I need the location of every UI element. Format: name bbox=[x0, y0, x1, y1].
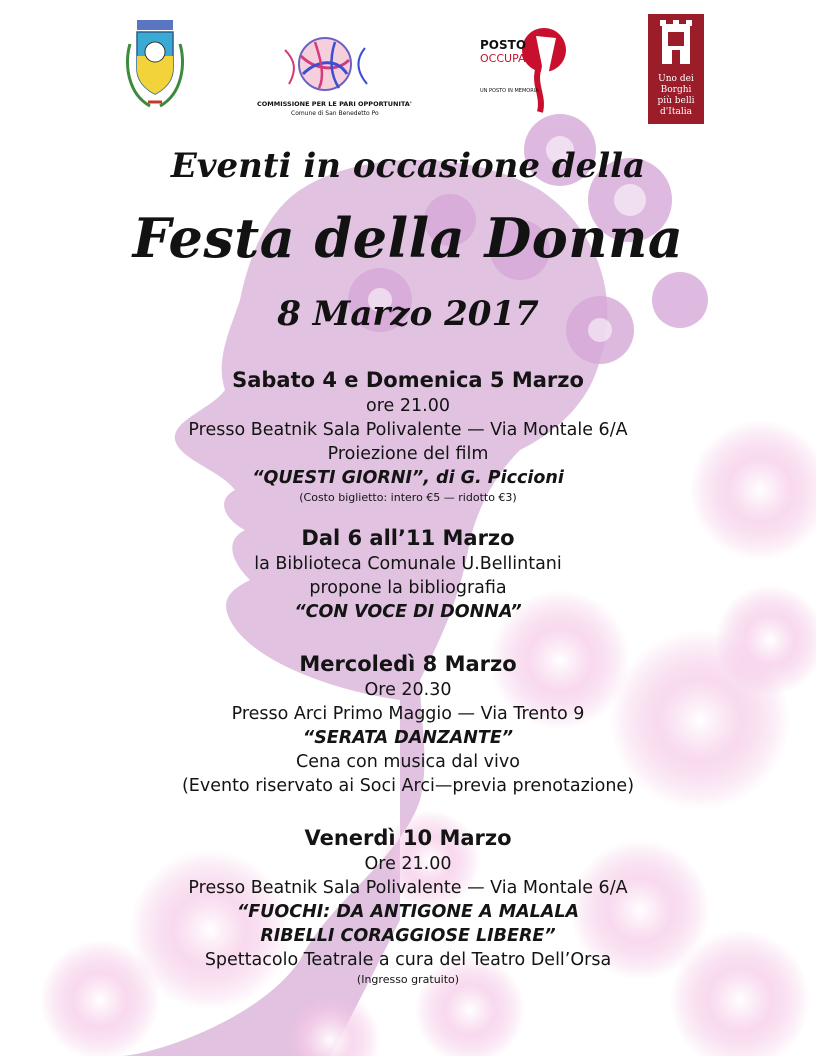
tower-icon bbox=[648, 14, 704, 70]
event-title: Venerdì 10 Marzo bbox=[304, 826, 512, 850]
event-note: (Ingresso gratuito) bbox=[356, 973, 460, 986]
commission-logo bbox=[255, 30, 412, 125]
event-time: Ore 20.30 bbox=[364, 680, 452, 700]
event-4 bbox=[0, 824, 816, 988]
commission-name: COMMISSIONE PER LE PARI OPPORTUNITA' bbox=[257, 100, 412, 108]
event-highlight: RIBELLI CORAGGIOSE LIBERE” bbox=[260, 926, 556, 946]
borghi-line: più belli bbox=[657, 96, 695, 106]
coat-of-arms-logo bbox=[120, 14, 190, 110]
event-note: (Costo biglietto: intero €5 — ridotto €3) bbox=[299, 491, 517, 504]
logo-row bbox=[0, 0, 816, 130]
heading-date: 8 Marzo 2017 bbox=[277, 294, 539, 334]
event-line: la Biblioteca Comunale U.Bellintani bbox=[254, 554, 562, 574]
event-place: Presso Beatnik Sala Polivalente — Via Montale 6/A bbox=[188, 420, 628, 440]
event-place: Presso Beatnik Sala Polivalente — Via Montale 6/A bbox=[188, 878, 628, 898]
event-place: Presso Arci Primo Maggio — Via Trento 9 bbox=[231, 704, 585, 724]
event-time: ore 21.00 bbox=[366, 396, 450, 416]
borghi-line: d'Italia bbox=[660, 107, 692, 117]
borghi-line: Borghi bbox=[660, 85, 692, 95]
yarn-ball-icon bbox=[255, 30, 405, 100]
coat-of-arms-icon bbox=[120, 14, 190, 110]
page-title: Festa della Donna bbox=[132, 206, 684, 270]
event-title: Dal 6 all’11 Marzo bbox=[301, 526, 515, 550]
event-line: propone la bibliografia bbox=[309, 578, 507, 598]
event-3 bbox=[0, 650, 816, 798]
event-1 bbox=[0, 366, 816, 506]
event-highlight: “QUESTI GIORNI”, di G. Piccioni bbox=[252, 468, 564, 488]
event-2 bbox=[0, 524, 816, 624]
commission-town: Comune di San Benedetto Po bbox=[291, 110, 379, 117]
event-title: Mercoledì 8 Marzo bbox=[299, 652, 517, 676]
posto-tagline: UN POSTO IN MEMORIA bbox=[480, 88, 539, 94]
event-description: Proiezione del film bbox=[327, 444, 489, 464]
heading-intro: Eventi in occasione della bbox=[170, 146, 646, 186]
event-highlight: “CON VOCE DI DONNA” bbox=[294, 602, 522, 622]
event-highlight: “FUOCHI: DA ANTIGONE A MALALA bbox=[236, 902, 580, 922]
occupato-word: OCCUPATO bbox=[480, 52, 541, 65]
events-list bbox=[0, 366, 816, 1006]
posto-word: POSTO bbox=[480, 38, 527, 52]
event-line: (Evento riservato ai Soci Arci—previa prenotazione) bbox=[181, 776, 635, 796]
borghi-line: Uno dei bbox=[658, 74, 694, 84]
event-line: Cena con musica dal vivo bbox=[296, 752, 520, 772]
borghi-text bbox=[648, 74, 704, 118]
event-line: Spettacolo Teatrale a cura del Teatro Dell’Orsa bbox=[204, 950, 612, 970]
borghi-logo bbox=[648, 14, 704, 124]
event-title: Sabato 4 e Domenica 5 Marzo bbox=[232, 368, 584, 392]
posto-occupato-logo bbox=[478, 26, 568, 116]
event-highlight: “SERATA DANZANTE” bbox=[302, 728, 514, 748]
event-time: Ore 21.00 bbox=[364, 854, 452, 874]
